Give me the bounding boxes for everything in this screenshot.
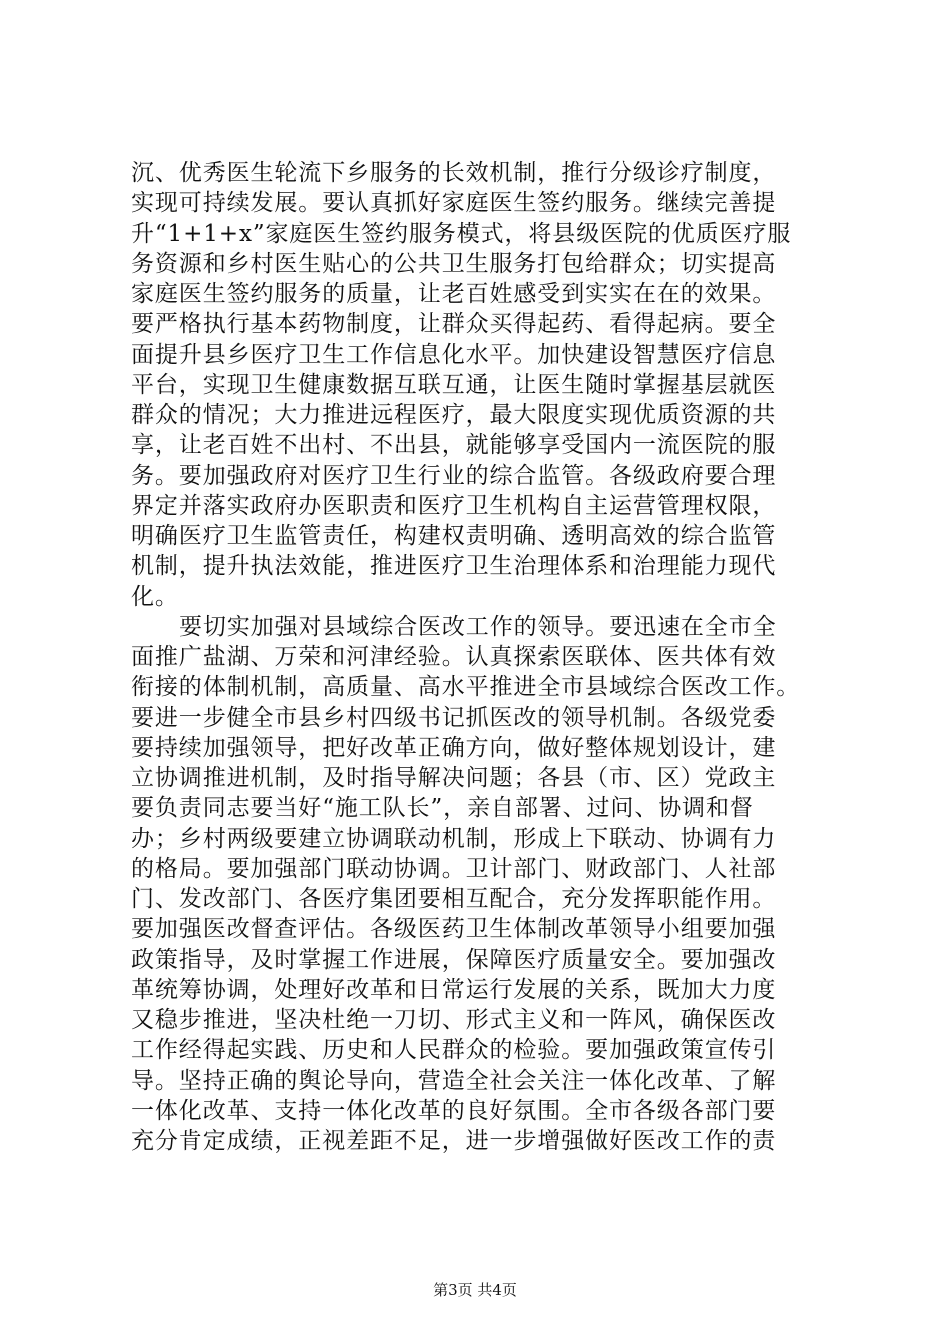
text-line: 平台，实现卫生健康数据互联互通，让医生随时掌握基层就医: [131, 371, 777, 398]
text-line: 衔接的体制机制，高质量、高水平推进全市县域综合医改工作。: [131, 674, 801, 701]
text-line: 导。坚持正确的舆论导向，营造全社会关注一体化改革、了解: [131, 1067, 777, 1094]
text-line: 面提升县乡医疗卫生工作信息化水平。加快建设智慧医疗信息: [131, 341, 777, 368]
text-line: 要进一步健全市县乡村四级书记抓医改的领导机制。各级党委: [131, 704, 777, 731]
text-line: 务资源和乡村医生贴心的公共卫生服务打包给群众；切实提高: [131, 250, 777, 277]
text-line: 家庭医生签约服务的质量，让老百姓感受到实实在在的效果。: [131, 281, 777, 307]
text-line: 立协调推进机制，及时指导解决问题；各县（市、区）党政主: [131, 765, 777, 791]
text-line: 化。: [131, 583, 179, 610]
text-line: 的格局。要加强部门联动协调。卫计部门、财政部门、人社部: [131, 855, 777, 882]
text-line: 面推广盐湖、万荣和河津经验。认真探索医联体、医共体有效: [131, 644, 777, 670]
text-line: 要持续加强领导，把好改革正确方向，做好整体规划设计，建: [131, 734, 777, 761]
text-line: 政策指导，及时掌握工作进展，保障医疗质量安全。要加强改: [131, 946, 777, 973]
text-line: 务。要加强政府对医疗卫生行业的综合监管。各级政府要合理: [131, 462, 777, 489]
page-footer: 第3页 共4页: [433, 1281, 517, 1299]
text-line: 办；乡村两级要建立协调联动机制，形成上下联动、协调有力: [131, 825, 777, 852]
text-line: 群众的情况；大力推进远程医疗，最大限度实现优质资源的共: [131, 402, 777, 428]
text-line: 门、发改部门、各医疗集团要相互配合，充分发挥职能作用。: [131, 886, 777, 912]
text-line: 工作经得起实践、历史和人民群众的检验。要加强政策宣传引: [131, 1037, 777, 1064]
text-line: 要负责同志要当好“施工队长”，亲自部署、过问、协调和督: [131, 795, 754, 822]
text-line: 界定并落实政府办医职责和医疗卫生机构自主运营管理权限，: [131, 492, 777, 519]
text-line: 要切实加强对县域综合医改工作的领导。要迅速在全市全: [179, 613, 777, 640]
text-line: 机制，提升执法效能，推进医疗卫生治理体系和治理能力现代: [131, 553, 777, 580]
text-line: 要加强医改督查评估。各级医药卫生体制改革领导小组要加强: [131, 916, 777, 943]
text-line: 明确医疗卫生监管责任，构建权责明确、透明高效的综合监管: [131, 523, 777, 549]
text-line: 充分肯定成绩，正视差距不足，进一步增强做好医改工作的责: [131, 1128, 777, 1154]
text-line: 享，让老百姓不出村、不出县，就能够享受国内一流医院的服: [131, 432, 777, 459]
text-line: 升“1+1+x”家庭医生签约服务模式，将县级医院的优质医疗服: [131, 220, 792, 247]
text-line: 实现可持续发展。要认真抓好家庭医生签约服务。继续完善提: [131, 190, 777, 217]
text-line: 又稳步推进，坚决杜绝一刀切、形式主义和一阵风，确保医改: [131, 1007, 777, 1033]
text-line: 革统筹协调，处理好改革和日常运行发展的关系，既加大力度: [131, 976, 777, 1003]
text-line: 沉、优秀医生轮流下乡服务的长效机制，推行分级诊疗制度，: [131, 160, 777, 186]
text-line: 要严格执行基本药物制度，让群众买得起药、看得起病。要全: [131, 311, 777, 338]
body-text: [131, 158, 831, 1156]
text-line: 一体化改革、支持一体化改革的良好氛围。全市各级各部门要: [131, 1097, 777, 1124]
